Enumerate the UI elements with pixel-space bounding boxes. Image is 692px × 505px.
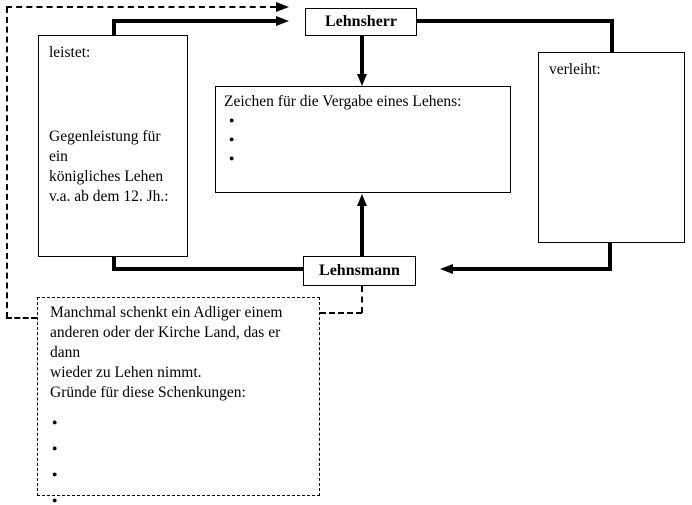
schenkung-text-line: Gründe für diese Schenkungen: [50, 384, 246, 401]
arrowhead-up-icon [357, 194, 367, 206]
leistet-body-line: v.a. ab dem 12. Jh.: [49, 188, 169, 205]
vergabe-zeichen-box [215, 86, 511, 193]
schenkung-box [37, 297, 320, 505]
node-lehnsmann [303, 256, 416, 286]
leistet-body-line: Gegenleistung für ein [49, 128, 161, 165]
schenkung-text-line: wieder zu Lehen nimmt. [50, 364, 202, 381]
connector-verleiht-to-lehnsmann [452, 267, 612, 271]
node-lehnsherr [305, 8, 417, 36]
lehnsherr-label: Lehnsherr [325, 13, 397, 30]
vergabe-zeichen-title: Zeichen für die Vergabe eines Lehens: [224, 93, 462, 110]
verleiht-box [538, 52, 685, 243]
bullet-icon: ● [229, 134, 235, 144]
schenkung-text-line: Manchmal schenkt ein Adliger einem [50, 304, 283, 321]
verleiht-label: verleiht: [549, 61, 601, 78]
dashed-connector-top [6, 6, 276, 8]
bullet-icon: ● [52, 494, 58, 505]
arrowhead-right-icon [276, 2, 289, 12]
connector-leistet-to-lehnsherr [112, 19, 276, 23]
leistet-label: leistet: [49, 44, 91, 61]
connector-lehnsherr-to-verleiht [417, 19, 614, 23]
connector-leistet-to-lehnsherr-riser [112, 19, 116, 36]
arrowhead-down-icon [357, 74, 367, 86]
bullet-icon: ● [229, 115, 235, 125]
dashed-connector-to-giftbox [6, 317, 37, 319]
connector-lehnsmann-to-centerbox [360, 206, 364, 256]
bullet-icon: ● [229, 153, 235, 163]
bullet-icon: ● [52, 468, 58, 479]
dashed-connector-lehnsmann-to-giftbox [320, 312, 362, 314]
connector-leistet-to-lehnsmann [112, 267, 303, 271]
dashed-connector-left [6, 7, 8, 318]
lehnsmann-label: Lehnsmann [319, 262, 400, 279]
bullet-icon: ● [52, 442, 58, 453]
bullet-icon: ● [52, 416, 58, 427]
arrowhead-right-icon [276, 16, 289, 26]
connector-lehnsherr-to-verleiht-drop [610, 19, 614, 52]
connector-lehnsherr-to-centerbox [360, 36, 364, 74]
dashed-connector-lehnsmann-drop [361, 286, 363, 313]
schenkung-text-line: anderen oder der Kirche Land, das er dann [50, 324, 281, 361]
arrowhead-left-icon [440, 264, 453, 274]
leistet-body-line: königliches Lehen [49, 168, 164, 185]
leistet-box [38, 35, 188, 257]
